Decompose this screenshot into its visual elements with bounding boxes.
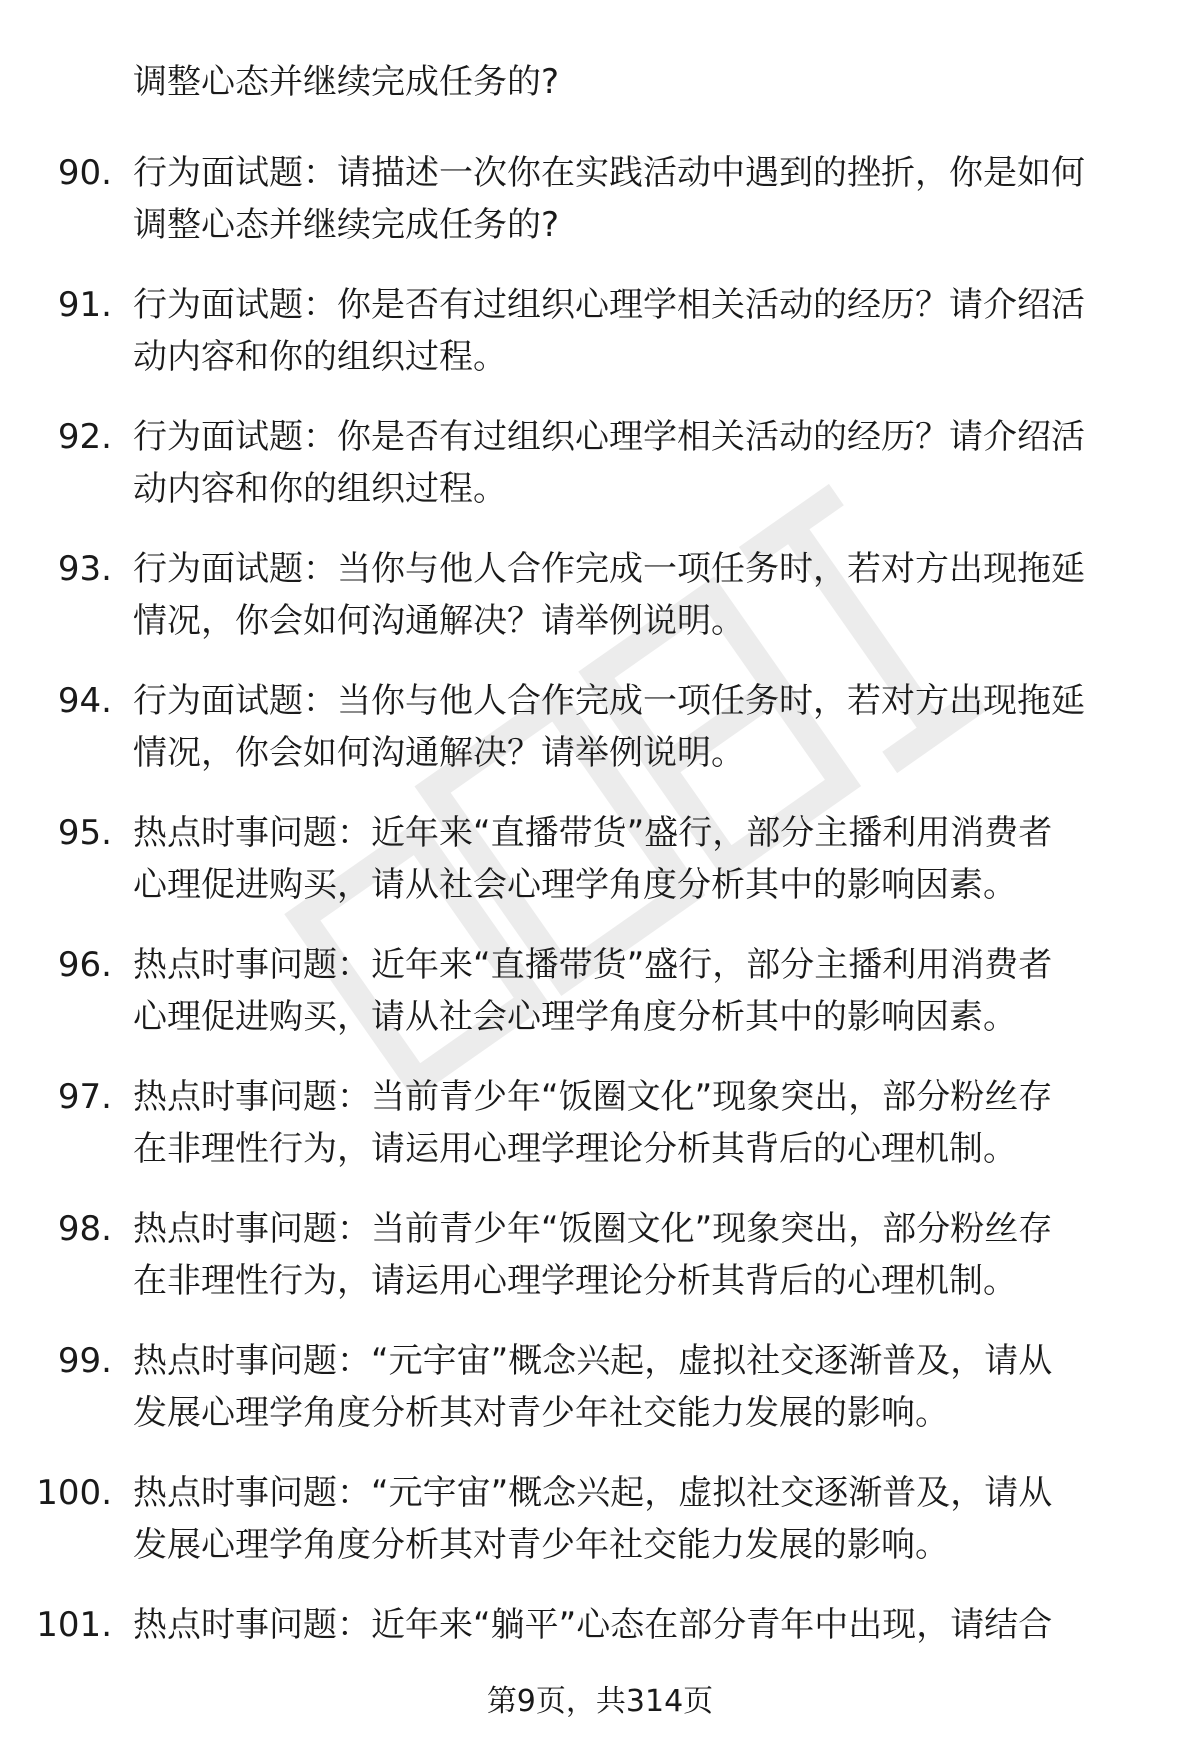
question-line: 动内容和你的组织过程。 — [133, 469, 507, 509]
question-number: 93. — [57, 549, 112, 589]
question-line: 调整心态并继续完成任务的? — [133, 205, 560, 245]
question-text — [133, 1467, 1153, 1571]
question-text — [133, 279, 1153, 383]
question-line: 发展心理学角度分析其对青少年社交能力发展的影响。 — [133, 1525, 949, 1565]
question-text — [133, 543, 1153, 647]
page-footer: 第9页，共314页 — [486, 1684, 714, 1719]
question-number: 100. — [36, 1473, 112, 1513]
question-item — [0, 807, 1200, 939]
question-number: 96. — [57, 945, 112, 985]
question-number: 95. — [57, 813, 112, 853]
question-number: 98. — [57, 1209, 112, 1249]
question-line: 热点时事问题：当前青少年“饭圈文化”现象突出，部分粉丝存 — [133, 1077, 1053, 1117]
question-line: 心理促进购买，请从社会心理学角度分析其中的影响因素。 — [133, 997, 1017, 1037]
question-text — [133, 147, 1153, 251]
question-text — [133, 1599, 1153, 1651]
question-line: 动内容和你的组织过程。 — [133, 337, 507, 377]
question-text — [133, 411, 1153, 515]
question-number: 90. — [57, 153, 112, 193]
question-text — [133, 1071, 1153, 1175]
question-text — [133, 807, 1153, 911]
question-text — [133, 1335, 1153, 1439]
question-number: 101. — [36, 1605, 112, 1645]
question-line: 热点时事问题：“元宇宙”概念兴起，虚拟社交逐渐普及，请从 — [133, 1341, 1053, 1381]
question-item — [0, 279, 1200, 411]
question-text — [133, 675, 1153, 779]
question-item — [0, 1467, 1200, 1599]
question-item — [0, 411, 1200, 543]
question-number: 94. — [57, 681, 112, 721]
question-line: 行为面试题：请描述一次你在实践活动中遇到的挫折，你是如何 — [133, 153, 1085, 193]
continued-question-text: 调整心态并继续完成任务的? — [133, 62, 560, 102]
question-number: 99. — [57, 1341, 112, 1381]
question-line: 热点时事问题：当前青少年“饭圈文化”现象突出，部分粉丝存 — [133, 1209, 1053, 1249]
question-number: 92. — [57, 417, 112, 457]
question-line: 行为面试题：当你与他人合作完成一项任务时，若对方出现拖延 — [133, 681, 1085, 721]
question-text — [133, 939, 1153, 1043]
question-item — [0, 543, 1200, 675]
question-number: 97. — [57, 1077, 112, 1117]
question-item — [0, 1203, 1200, 1335]
question-line: 行为面试题：你是否有过组织心理学相关活动的经历？请介绍活 — [133, 417, 1085, 457]
question-line: 心理促进购买，请从社会心理学角度分析其中的影响因素。 — [133, 865, 1017, 905]
question-list — [0, 147, 1200, 1731]
question-line: 热点时事问题：近年来“躺平”心态在部分青年中出现，请结合 — [133, 1605, 1053, 1645]
question-line: 热点时事问题：近年来“直播带货”盛行，部分主播利用消费者 — [133, 813, 1053, 853]
question-item — [0, 939, 1200, 1071]
question-line: 行为面试题：你是否有过组织心理学相关活动的经历？请介绍活 — [133, 285, 1085, 325]
question-line: 热点时事问题：近年来“直播带货”盛行，部分主播利用消费者 — [133, 945, 1053, 985]
question-line: 情况，你会如何沟通解决？请举例说明。 — [133, 733, 745, 773]
question-line: 行为面试题：当你与他人合作完成一项任务时，若对方出现拖延 — [133, 549, 1085, 589]
question-line: 发展心理学角度分析其对青少年社交能力发展的影响。 — [133, 1393, 949, 1433]
question-number: 91. — [57, 285, 112, 325]
question-item — [0, 147, 1200, 279]
question-line: 在非理性行为，请运用心理学理论分析其背后的心理机制。 — [133, 1129, 1017, 1169]
question-item — [0, 1335, 1200, 1467]
question-item — [0, 1071, 1200, 1203]
question-item — [0, 675, 1200, 807]
question-line: 情况，你会如何沟通解决？请举例说明。 — [133, 601, 745, 641]
question-text — [133, 1203, 1153, 1307]
question-line: 热点时事问题：“元宇宙”概念兴起，虚拟社交逐渐普及，请从 — [133, 1473, 1053, 1513]
question-line: 在非理性行为，请运用心理学理论分析其背后的心理机制。 — [133, 1261, 1017, 1301]
